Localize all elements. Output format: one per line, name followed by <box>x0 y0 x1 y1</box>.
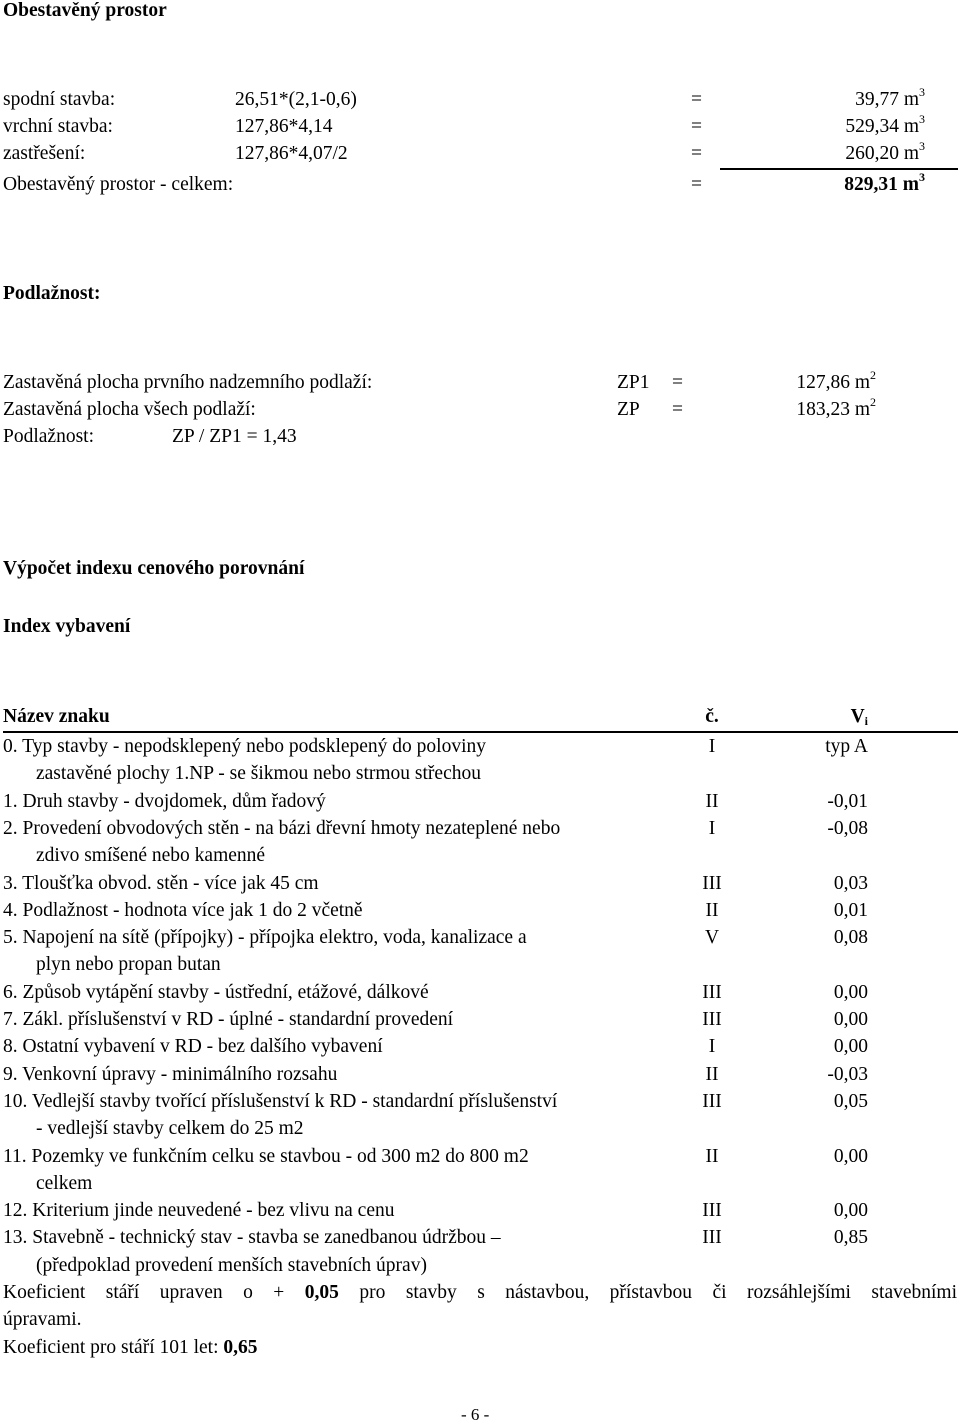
volume-value: 529,34 $m^3$ <box>845 112 925 137</box>
table-row-continuation <box>0 842 960 869</box>
feature-number: I <box>708 817 716 839</box>
equals-sign: = <box>691 174 702 195</box>
volume-total-label: Obestavěný prostor - celkem: <box>3 174 234 195</box>
feature-value: 0,00 <box>833 981 868 1003</box>
floor-area-value: 127,86 $m^2$ <box>796 368 876 393</box>
table-row <box>0 897 960 924</box>
feature-number: V <box>704 927 720 949</box>
feature-description: zastavěné plochy 1.NP - se šikmou nebo strmou střechou <box>36 763 481 785</box>
feature-description: 0. Typ stavby - nepodsklepený nebo podsklepený do poloviny <box>3 736 487 757</box>
feature-number: III <box>702 981 722 1003</box>
equals-sign: = <box>691 89 702 110</box>
table-row <box>0 1033 960 1060</box>
table-row <box>0 979 960 1006</box>
volume-total-value: 829,31 $m^3$ <box>844 170 925 195</box>
feature-number: II <box>705 899 719 921</box>
feature-description: (předpoklad provedení menších stavebních úprav) <box>36 1254 427 1276</box>
feature-number: I <box>708 1036 716 1058</box>
podlaznost-label: Podlažnost: <box>3 426 94 447</box>
page-title: Obestavěný prostor <box>3 0 167 21</box>
table-row <box>0 1088 960 1115</box>
feature-value: 0,08 <box>833 927 868 949</box>
section-heading-index: Výpočet indexu cenového porovnání <box>3 558 305 579</box>
table-row <box>0 1143 960 1170</box>
feature-number: II <box>705 790 719 812</box>
volume-value: 260,20 $m^3$ <box>845 139 925 164</box>
feature-value: -0,03 <box>827 1063 868 1085</box>
table-row <box>0 1006 960 1033</box>
page-number: - 6 - <box>461 1405 490 1424</box>
table-row <box>0 1197 960 1224</box>
feature-number: I <box>708 736 716 757</box>
feature-value: 0,00 <box>833 1036 868 1058</box>
feature-description: - vedlejší stavby celkem do 25 m2 <box>36 1118 304 1140</box>
feature-description: zdivo smíšené nebo kamenné <box>36 845 266 867</box>
feature-description: 4. Podlažnost - hodnota více jak 1 do 2 včetně <box>3 899 363 921</box>
feature-description: 8. Ostatní vybavení v RD - bez dalšího vybavení <box>3 1036 383 1058</box>
feature-description: 10. Vedlejší stavby tvořící příslušenství k RD - standardní příslušenství <box>3 1090 558 1112</box>
equals-sign: = <box>691 116 702 137</box>
volume-label: vrchní stavba: <box>3 116 113 137</box>
volume-value: 39,77 $m^3$ <box>855 85 925 110</box>
floor-area-value: 183,23 $m^2$ <box>796 395 876 420</box>
feature-value: 0,01 <box>833 899 868 921</box>
age-coefficient: Koeficient pro stáří 101 let: 0,65 <box>3 1337 258 1358</box>
floor-area-label: Zastavěná plocha prvního nadzemního podlaží: <box>3 372 373 393</box>
feature-description: 1. Druh stavby - dvojdomek, dům řadový <box>3 790 326 812</box>
feature-description: 5. Napojení na sítě (přípojky) - přípojka elektro, voda, kanalizace a <box>3 927 527 949</box>
feature-description: 11. Pozemky ve funkčním celku se stavbou - od 300 m2 do 800 m2 <box>3 1145 529 1167</box>
equals-sign: = <box>672 399 683 420</box>
feature-number: II <box>705 1063 719 1085</box>
feature-description: 13. Stavebně - technický stav - stavba se zanedbanou údržbou – <box>3 1227 501 1249</box>
feature-number: III <box>702 1090 722 1112</box>
table-row-continuation <box>0 1170 960 1197</box>
column-header-vi: $V_i$ <box>850 706 868 728</box>
table-row-continuation <box>0 760 960 787</box>
feature-value: 0,03 <box>833 872 868 894</box>
feature-description: 6. Způsob vytápění stavby - ústřední, etážové, dálkové <box>3 981 429 1003</box>
table-row <box>0 870 960 897</box>
feature-description: celkem <box>36 1172 93 1194</box>
volume-label: spodní stavba: <box>3 89 116 110</box>
table-row-continuation <box>0 951 960 978</box>
volume-label: zastřešení: <box>3 143 86 164</box>
feature-number: III <box>702 872 722 894</box>
section-subheading-vybaveni: Index vybavení <box>3 616 131 637</box>
floor-area-code: ZP1 <box>617 372 650 393</box>
age-adjustment-note-cont: úpravami. <box>3 1309 82 1330</box>
feature-number: III <box>702 1009 722 1030</box>
podlaznost-result: ZP / ZP1 = 1,43 <box>172 426 297 447</box>
table-row-continuation <box>0 1252 960 1279</box>
feature-description: 2. Provedení obvodových stěn - na bázi dřevní hmoty nezateplené nebo <box>3 817 561 839</box>
feature-value: 0,85 <box>833 1227 868 1249</box>
feature-value: 0,00 <box>833 1145 868 1167</box>
table-row <box>0 815 960 842</box>
table-header <box>0 703 960 730</box>
feature-description: plyn nebo propan butan <box>36 954 221 976</box>
column-header-number: č. <box>705 706 719 727</box>
volume-formula: 127,86*4,14 <box>235 116 333 137</box>
table-row-continuation <box>0 1115 960 1142</box>
feature-value: typ A <box>825 736 868 757</box>
floor-area-label: Zastavěná plocha všech podlaží: <box>3 399 256 420</box>
feature-value: 0,00 <box>833 1200 868 1222</box>
feature-description: 12. Kriterium jinde neuvedené - bez vlivu na cenu <box>3 1200 395 1222</box>
table-row <box>0 924 960 951</box>
section-heading-podlaznost: Podlažnost: <box>3 283 101 304</box>
feature-value: -0,08 <box>827 817 868 839</box>
feature-number: II <box>705 1145 719 1167</box>
column-header-name: Název znaku <box>3 706 110 727</box>
table-row <box>0 1224 960 1251</box>
feature-value: -0,01 <box>827 790 868 812</box>
feature-value: 0,05 <box>833 1090 868 1112</box>
table-row <box>0 788 960 815</box>
feature-number: III <box>702 1200 722 1222</box>
feature-description: 3. Tloušťka obvod. stěn - více jak 45 cm <box>3 872 319 894</box>
feature-number: III <box>702 1227 722 1249</box>
floor-area-code: ZP <box>617 399 640 420</box>
feature-description: 9. Venkovní úpravy - minimálního rozsahu <box>3 1063 338 1085</box>
feature-value: 0,00 <box>833 1009 868 1030</box>
equals-sign: = <box>691 143 702 164</box>
table-row <box>0 1061 960 1088</box>
volume-formula: 26,51*(2,1-0,6) <box>235 89 357 110</box>
age-adjustment-note: Koeficient stáří upraven o + 0,05 pro stavby s nástavbou, přístavbou či rozsáhlejšími stavebními <box>3 1282 958 1303</box>
equals-sign: = <box>672 372 683 393</box>
table-row <box>0 733 960 760</box>
volume-formula: 127,86*4,07/2 <box>235 143 348 164</box>
feature-description: 7. Zákl. příslušenství v RD - úplné - standardní provedení <box>3 1009 454 1030</box>
